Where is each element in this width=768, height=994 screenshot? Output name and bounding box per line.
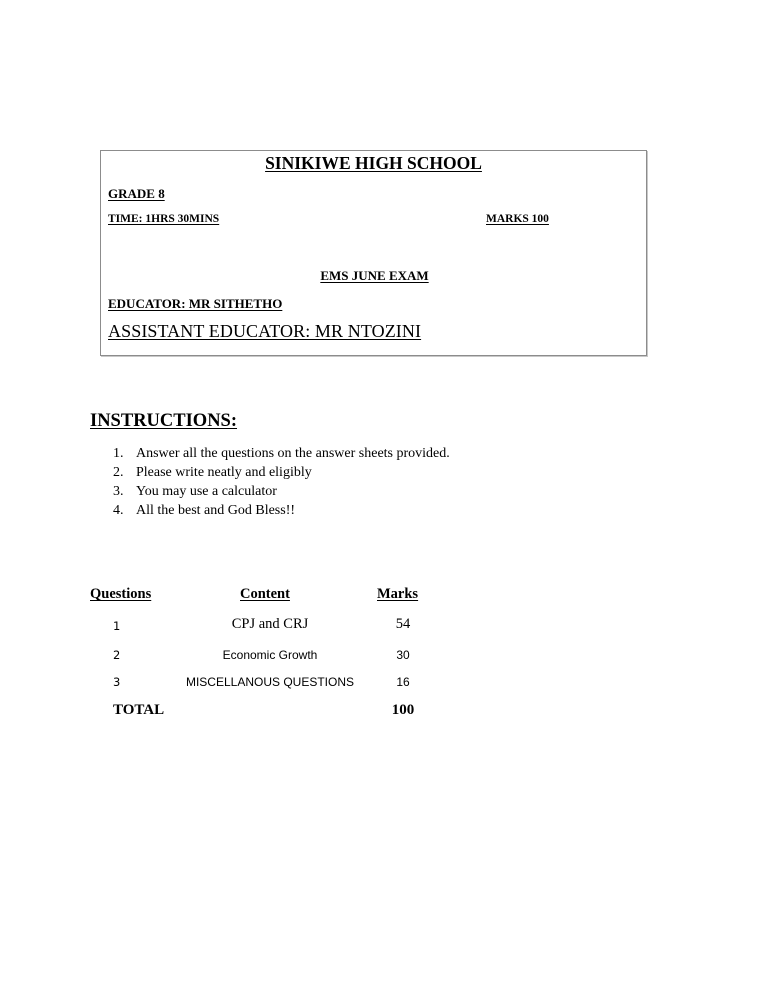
question-number: 3 — [113, 675, 121, 689]
time-label: TIME: 1HRS 30MINS — [108, 213, 220, 225]
table-row — [90, 645, 450, 665]
total-label: TOTAL — [113, 702, 165, 718]
instruction-number: 2. — [113, 465, 124, 480]
instruction-number: 3. — [113, 484, 124, 499]
question-content: MISCELLANOUS QUESTIONS — [185, 675, 355, 689]
grade-label: GRADE 8 — [108, 186, 165, 201]
educator-label: EDUCATOR: MR SITHETHO — [108, 296, 283, 311]
instruction-text: Please write neatly and eligibly — [136, 465, 312, 480]
instructions-list — [113, 444, 450, 520]
table-row — [90, 616, 450, 636]
total-marks-label: MARKS 100 — [486, 213, 549, 225]
instruction-item — [113, 463, 450, 482]
column-header-marks: Marks — [377, 586, 419, 602]
question-content: Economic Growth — [222, 648, 318, 662]
total-marks: 100 — [391, 702, 415, 718]
question-marks: 30 — [396, 648, 410, 662]
question-content: CPJ and CRJ — [231, 616, 309, 632]
exam-name: EMS JUNE EXAM — [320, 268, 429, 283]
instruction-item — [113, 482, 450, 501]
table-total-row — [90, 702, 450, 722]
instructions-heading: INSTRUCTIONS: — [90, 411, 238, 431]
exam-header-box — [100, 150, 647, 356]
table-row — [90, 672, 450, 692]
question-number: 2 — [113, 648, 121, 662]
instruction-text: All the best and God Bless!! — [136, 503, 296, 518]
instruction-text: You may use a calculator — [136, 484, 277, 499]
question-marks: 54 — [395, 616, 411, 632]
assistant-educator-label: ASSISTANT EDUCATOR: MR NTOZINI — [108, 321, 422, 341]
question-marks: 16 — [396, 675, 410, 689]
question-number: 1 — [113, 619, 121, 633]
column-header-questions: Questions — [90, 586, 152, 602]
instruction-number: 4. — [113, 503, 124, 518]
instruction-item — [113, 501, 450, 520]
column-header-content: Content — [240, 586, 290, 602]
exam-name-wrapper — [101, 268, 646, 284]
instruction-text: Answer all the questions on the answer sheets provided. — [136, 446, 450, 461]
instruction-item — [113, 444, 450, 463]
instruction-number: 1. — [113, 446, 124, 461]
school-name: SINIKIWE HIGH SCHOOL — [265, 153, 482, 173]
